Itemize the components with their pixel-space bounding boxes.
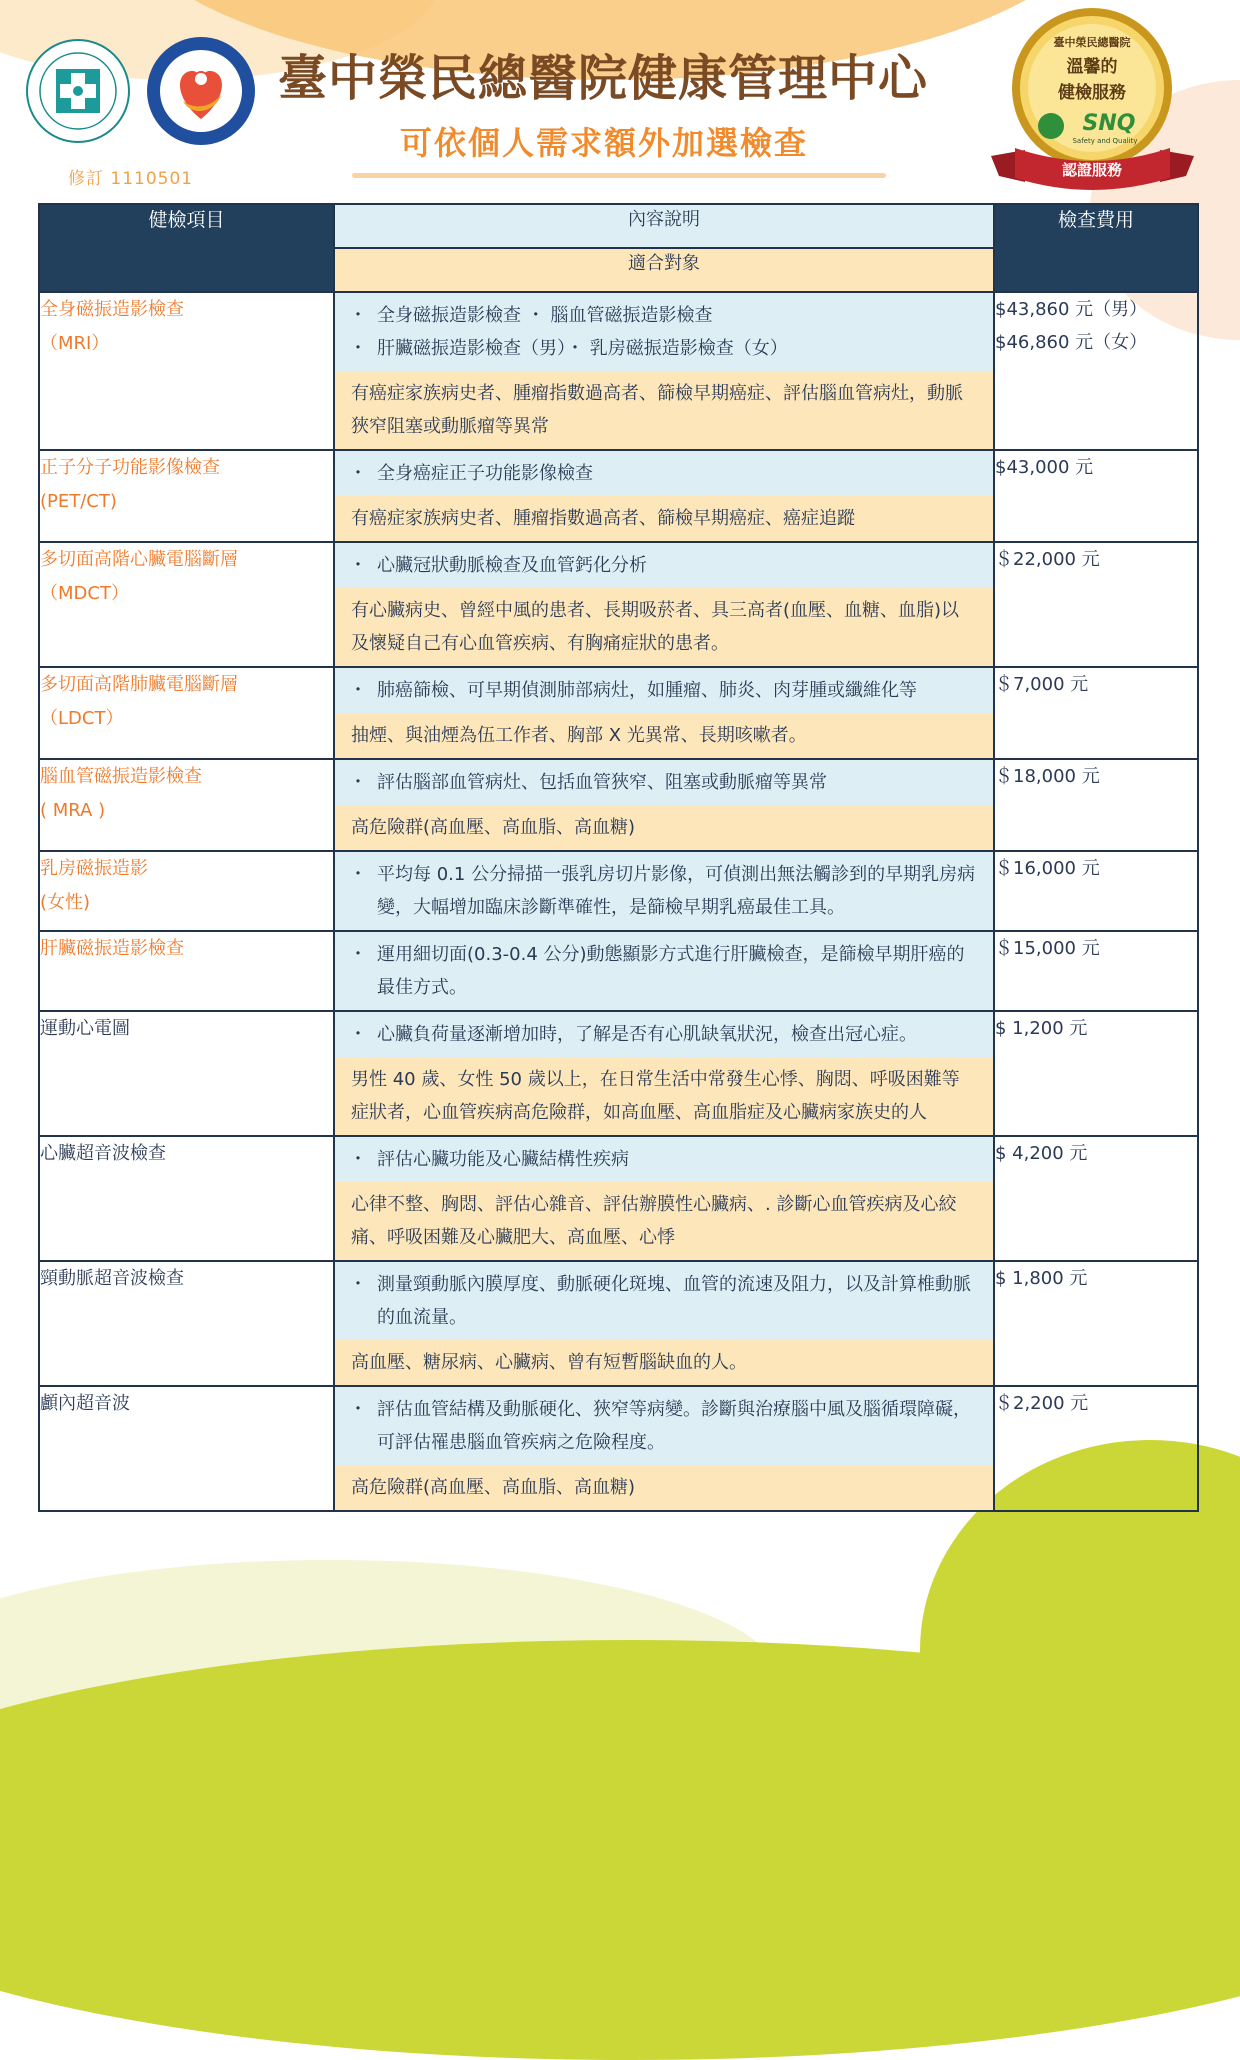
exam-fee: ＄7,000 元 [995,674,1089,695]
table-row [39,292,1198,450]
exam-fee-cell [994,759,1198,851]
header-target: 適合對象 [334,248,994,292]
exam-name: 多切面高階肺臟電腦斷層 [40,674,238,695]
exam-name: 正子分子功能影像檢查 [40,457,220,478]
exam-description [335,852,993,930]
description-bullet: ・ 全身磁振造影檢查 ・ 腦血管磁振造影檢查 [351,299,977,332]
exam-name: 顱內超音波 [40,1393,130,1414]
exam-fee: $43,000 元 [995,457,1094,478]
description-bullet: ・ 平均每 0.1 公分掃描一張乳房切片影像，可偵測出無法觸診到的早期乳房病變，大幅增加臨床診斷準確性，是篩檢早期乳癌最佳工具。 [351,858,977,924]
exam-name: 乳房磁振造影 [40,858,148,879]
certification-logo [145,35,257,147]
exam-target: 男性 40 歲、女性 50 歲以上，在日常生活中常發生心悸、胸悶、呼吸困難等症狀者，心血管疾病高危險群，如高血壓、高血脂症及心臟病家族史的人 [335,1057,993,1135]
exam-item-cell [39,1011,334,1136]
exam-desc-cell [334,667,994,759]
page-header [0,0,1240,200]
exam-fee: ＄16,000 元 [995,858,1100,879]
exam-fee-cell [994,450,1198,542]
exam-description [335,543,993,588]
exam-fee-cell [994,292,1198,450]
exam-description [335,668,993,713]
header-description: 內容說明 [334,204,994,248]
table-row [39,1261,1198,1386]
exam-item-cell [39,1386,334,1511]
table-row [39,667,1198,759]
table-row [39,542,1198,667]
description-bullet: ・ 運用細切面(0.3-0.4 公分)動態顯影方式進行肝臟檢查，是篩檢早期肝癌的最佳方式。 [351,938,977,1004]
badge-snq-subtitle: Safety and Quality [1072,137,1138,145]
exam-abbr: （MRI） [40,333,110,354]
description-bullet: ・ 評估心臟功能及心臟結構性疾病 [351,1143,977,1176]
table-row [39,1011,1198,1136]
exam-name: 運動心電圖 [40,1018,130,1039]
badge-snq-logo: SNQ [1082,111,1136,136]
description-bullet: ・ 評估血管結構及動脈硬化、狹窄等病變。診斷與治療腦中風及腦循環障礙，可評估罹患腦血管疾病之危險程度。 [351,1393,977,1459]
exam-fee-cell [994,1136,1198,1261]
exam-description [335,1262,993,1340]
exam-target: 高危險群(高血壓、高血脂、高血糖) [335,1465,993,1510]
hospital-logo [25,38,131,144]
exam-description [335,1012,993,1057]
table-row [39,759,1198,851]
exam-target: 高血壓、糖尿病、心臟病、曾有短暫腦缺血的人。 [335,1340,993,1385]
badge-hospital-name: 臺中榮民總醫院 [1053,36,1131,49]
exam-target: 有癌症家族病史者、腫瘤指數過高者、篩檢早期癌症、癌症追蹤 [335,496,993,541]
exam-name: 多切面高階心臟電腦斷層 [40,549,238,570]
exam-name: 心臟超音波檢查 [40,1143,166,1164]
exam-fee-cell [994,1011,1198,1136]
exam-fee-cell [994,931,1198,1011]
exam-desc-cell [334,851,994,931]
exam-item-cell [39,1261,334,1386]
exam-target: 高危險群(高血壓、高血脂、高血糖) [335,805,993,850]
exam-item-cell [39,542,334,667]
exam-target: 有癌症家族病史者、腫瘤指數過高者、篩檢早期癌症、評估腦血管病灶，動脈狹窄阻塞或動脈瘤等異常 [335,371,993,449]
exam-description [335,1137,993,1182]
table-row [39,1136,1198,1261]
exam-item-cell [39,759,334,851]
exam-desc-cell [334,759,994,851]
exam-target: 抽煙、與油煙為伍工作者、胸部 X 光異常、長期咳嗽者。 [335,713,993,758]
exam-description [335,760,993,805]
exam-name: 腦血管磁振造影檢查 [40,766,202,787]
exam-item-cell [39,1136,334,1261]
badge-ribbon-text: 認證服務 [1061,161,1123,179]
description-bullet: ・ 心臟負荷量逐漸增加時，了解是否有心肌缺氧狀況，檢查出冠心症。 [351,1018,977,1051]
exam-target: 心律不整、胸悶、評估心雜音、評估辦膜性心臟病、. 診斷心血管疾病及心絞痛、呼吸困難及心臟肥大、高血壓、心悸 [335,1182,993,1260]
table-row [39,931,1198,1011]
exam-target: 有心臟病史、曾經中風的患者、長期吸菸者、具三高者(血壓、血糖、血脂)以及懷疑自己有心血管疾病、有胸痛症狀的患者。 [335,588,993,666]
description-bullet: ・ 評估腦部血管病灶、包括血管狹窄、阻塞或動脈瘤等異常 [351,766,977,799]
description-bullet: ・ 肝臟磁振造影檢查（男）・ 乳房磁振造影檢查（女） [351,332,977,365]
exam-description [335,451,993,496]
exam-desc-cell [334,1011,994,1136]
exam-description [335,293,993,371]
revision-number: 修訂 1110501 [68,169,194,189]
header-item: 健檢項目 [39,204,334,292]
exam-abbr: （MDCT） [40,583,129,604]
exam-desc-cell [334,450,994,542]
table-row [39,1386,1198,1511]
exam-fee: ＄18,000 元 [995,766,1100,787]
exam-fee-cell [994,851,1198,931]
description-bullet: ・ 肺癌篩檢、可早期偵測肺部病灶，如腫瘤、肺炎、肉芽腫或纖維化等 [351,674,977,707]
exam-desc-cell [334,292,994,450]
description-bullet: ・ 全身癌症正子功能影像檢查 [351,457,977,490]
exam-abbr: ( MRA ) [40,800,106,821]
badge-line-service: 健檢服務 [1058,83,1126,103]
exam-item-cell [39,851,334,931]
exam-fee: $43,860 元（男） [995,299,1148,320]
exam-fee: $46,860 元（女） [995,332,1148,353]
page-subtitle: 可依個人需求額外加選檢查 [400,124,809,162]
exam-name: 肝臟磁振造影檢查 [40,938,184,959]
exam-fee-cell [994,667,1198,759]
exam-fee: ＄15,000 元 [995,938,1100,959]
exam-fee: $ 1,200 元 [995,1018,1088,1039]
exam-desc-cell [334,1136,994,1261]
table-row [39,851,1198,931]
exam-fee: $ 4,200 元 [995,1143,1088,1164]
bg-decoration-bottom [0,1640,1240,2060]
badge-line-warm: 溫馨的 [1066,57,1118,77]
exam-fee-cell [994,542,1198,667]
exam-name: 全身磁振造影檢查 [40,299,184,320]
table-row [39,450,1198,542]
exam-abbr: (PET/CT) [40,491,117,512]
exam-desc-cell [334,1261,994,1386]
page-title: 臺中榮民總醫院健康管理中心 [278,49,929,107]
description-bullet: ・ 測量頸動脈內膜厚度、動脈硬化斑塊、血管的流速及阻力，以及計算椎動脈的血流量。 [351,1268,977,1334]
subtitle-underline [352,173,886,178]
exam-item-cell [39,667,334,759]
exam-fee: ＄2,200 元 [995,1393,1089,1414]
exam-desc-cell [334,542,994,667]
description-bullet: ・ 心臟冠狀動脈檢查及血管鈣化分析 [351,549,977,582]
exam-fee: $ 1,800 元 [995,1268,1088,1289]
exam-item-cell [39,450,334,542]
exam-abbr: （LDCT） [40,708,124,729]
header-fee: 檢查費用 [994,204,1198,292]
exam-name: 頸動脈超音波檢查 [40,1268,184,1289]
exam-desc-cell [334,931,994,1011]
exam-fee-cell [994,1261,1198,1386]
exam-fee: ＄22,000 元 [995,549,1100,570]
exam-description [335,1387,993,1465]
exam-abbr: (女性) [40,892,91,913]
exam-desc-cell [334,1386,994,1511]
exam-fee-cell [994,1386,1198,1511]
exam-table [38,203,1199,1512]
exam-item-cell [39,292,334,450]
exam-description [335,932,993,1010]
snq-badge [985,6,1200,198]
exam-item-cell [39,931,334,1011]
